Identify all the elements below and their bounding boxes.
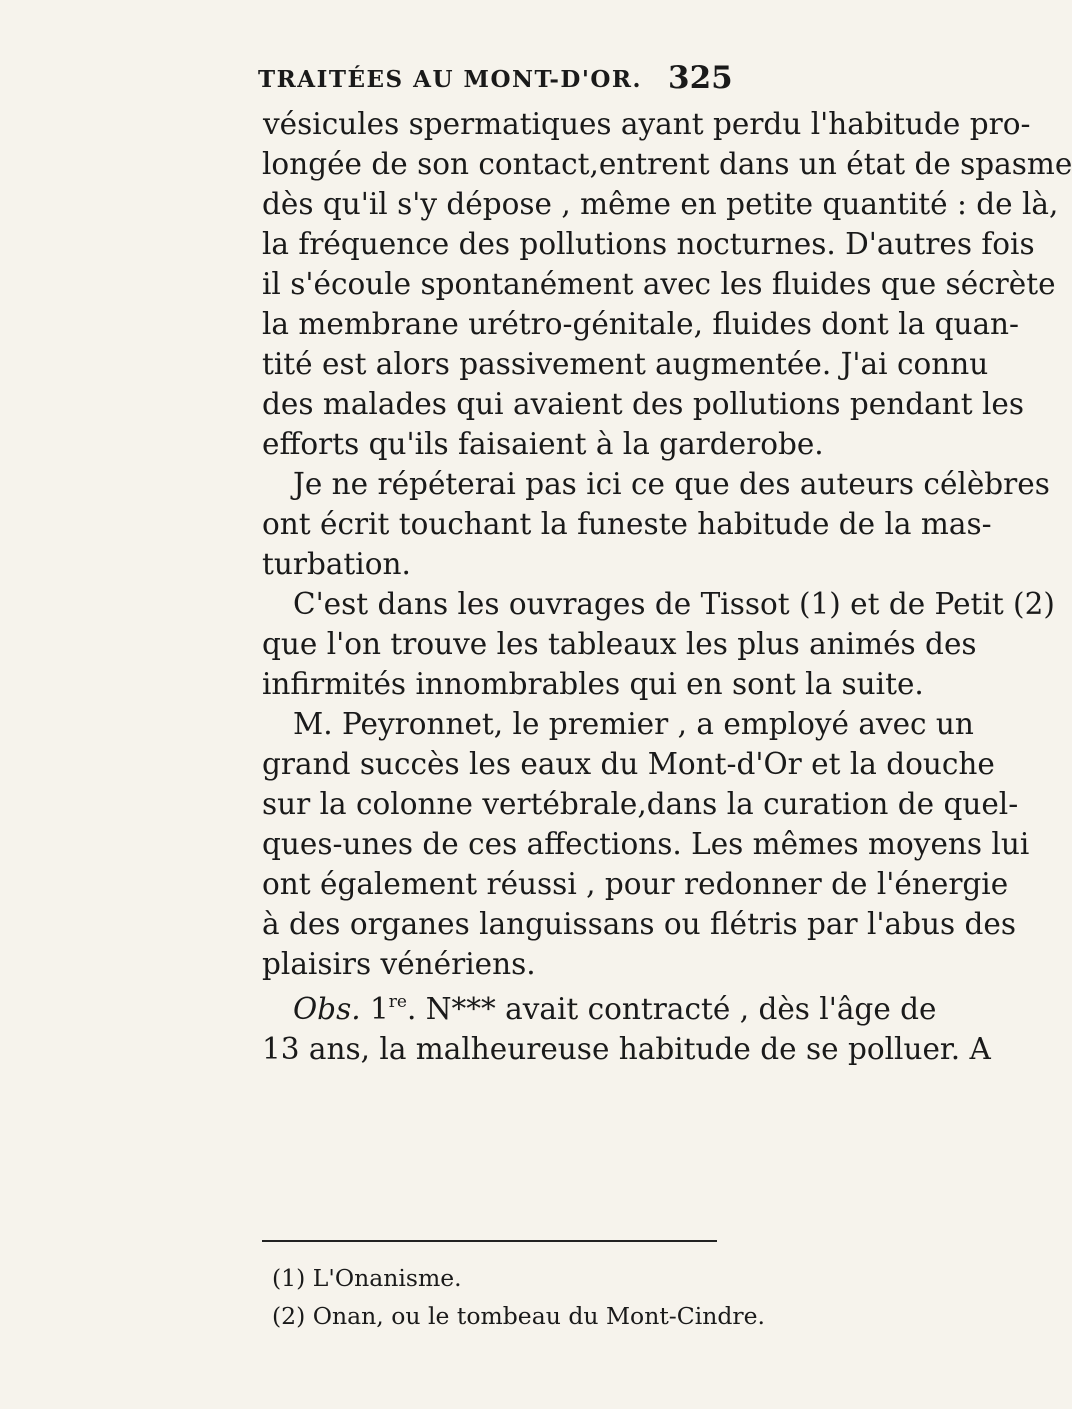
text-line: grand succès les eaux du Mont-d'Or et la douche — [262, 747, 995, 781]
text-line: vésicules spermatiques ayant perdu l'habitude pro- — [263, 107, 1031, 141]
running-head — [0, 60, 801, 100]
text-line: sur la colonne vertébrale,dans la curation de quel- — [262, 787, 1019, 821]
text-line: des malades qui avaient des pollutions pendant les — [262, 387, 1024, 421]
text-line: il s'écoule spontanément avec les fluides que sécrète — [262, 267, 1056, 301]
text-line: ont écrit touchant la funeste habitude de la mas- — [262, 507, 992, 541]
footnote-1: (1) L'Onanisme. — [272, 1264, 462, 1292]
observation-text: . N*** avait contracté , dès l'âge de — [406, 992, 937, 1026]
text-line: tité est alors passivement augmentée. J'ai connu — [262, 347, 989, 381]
observation-label: Obs. — [293, 992, 361, 1026]
text-line: efforts qu'ils faisaient à la garderobe. — [262, 427, 824, 461]
observation-line — [293, 989, 937, 1029]
text-line: plaisirs vénériens. — [262, 947, 536, 981]
text-line: la fréquence des pollutions nocturnes. D'autres fois — [262, 227, 1035, 261]
paragraph-start-line: M. Peyronnet, le premier , a employé avec un — [293, 707, 974, 741]
paragraph-start-line: Je ne répéterai pas ici ce que des auteurs célèbres — [293, 467, 1050, 501]
text-line: 13 ans, la malheureuse habitude de se polluer. A — [262, 1032, 991, 1066]
footnote-rule — [262, 1240, 717, 1242]
text-line: que l'on trouve les tableaux les plus animés des — [262, 627, 977, 661]
text-line: turbation. — [262, 547, 411, 581]
paragraph-start-line: C'est dans les ouvrages de Tissot (1) et de Petit (2) — [293, 587, 1055, 621]
text-line: ont également réussi , pour redonner de l'énergie — [262, 867, 1009, 901]
text-line: ques-unes de ces affections. Les mêmes moyens lui — [262, 827, 1030, 861]
page-number: 325 — [668, 60, 733, 96]
text-line: longée de son contact,entrent dans un état de spasme — [262, 147, 1072, 181]
text-line: la membrane urétro-génitale, fluides dont la quan- — [262, 307, 1020, 341]
text-line: dès qu'il s'y dépose , même en petite quantité : de là, — [262, 187, 1059, 221]
footnote-2: (2) Onan, ou le tombeau du Mont-Cindre. — [272, 1302, 765, 1330]
text-line: infirmités innombrables qui en sont la suite. — [262, 667, 924, 701]
running-title: TRAITÉES AU MONT-D'OR. — [258, 66, 643, 93]
text-line: à des organes languissans ou flétris par l'abus des — [262, 907, 1016, 941]
observation-ordinal: re — [388, 992, 407, 1012]
observation-number: 1 — [369, 992, 389, 1026]
